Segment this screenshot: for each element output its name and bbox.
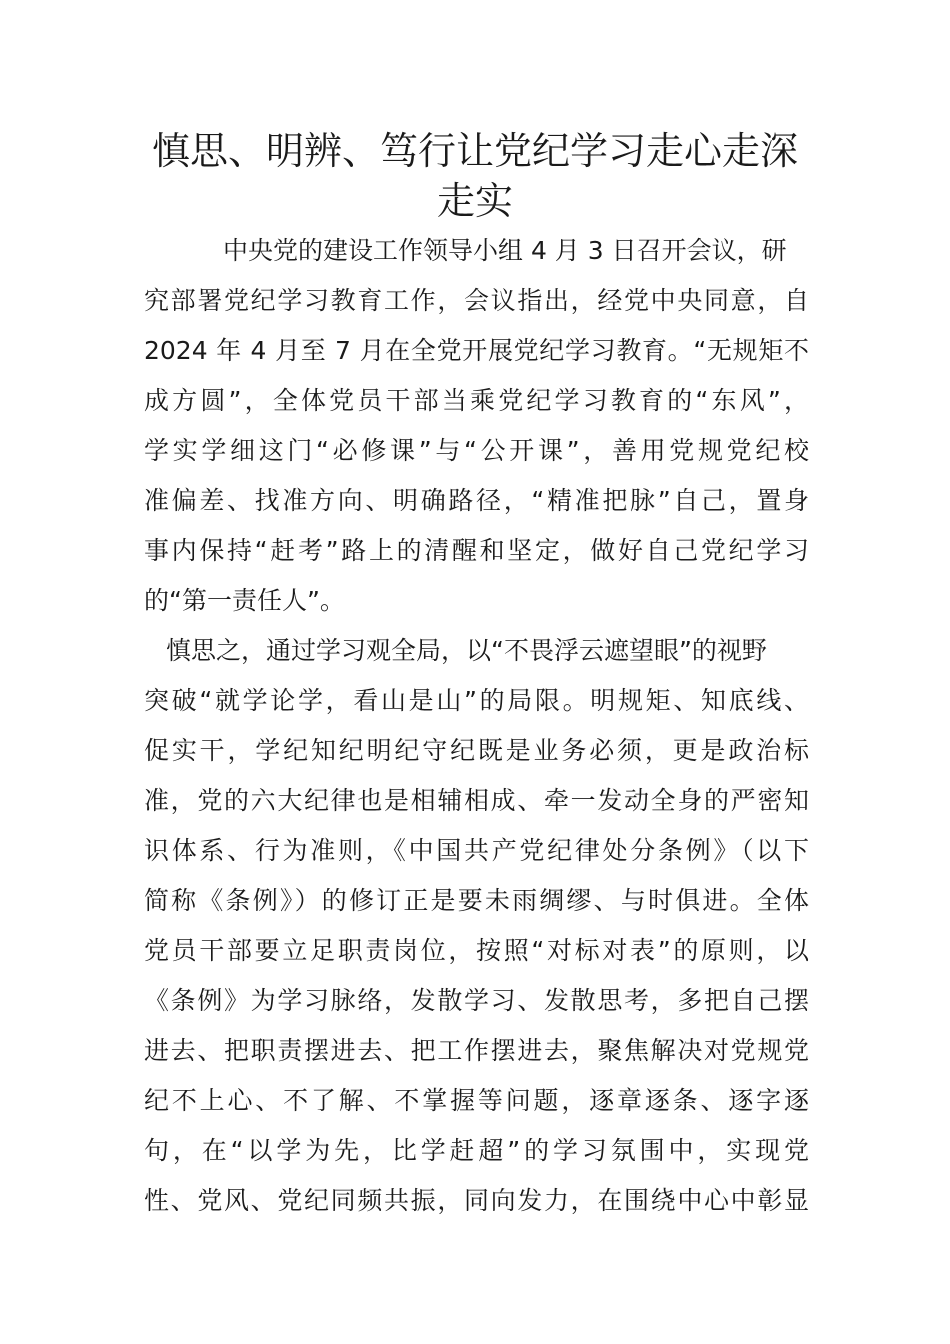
paragraph-2 [144, 626, 809, 1226]
paragraph-1 [144, 226, 809, 626]
paragraph-line: 中央党的建设工作领导小组 4 月 3 日召开会议，研 [223, 236, 787, 265]
paragraph-line: 究部署党纪学习教育工作，会议指出，经党中央同意，自 [144, 286, 809, 315]
paragraph-line: 《条例》为学习脉络，发散学习、发散思考，多把自己摆 [144, 986, 809, 1015]
paragraph-line: 的“第一责任人”。 [144, 586, 345, 615]
document-body [144, 226, 809, 1226]
paragraph-line: 简称《条例》）的修订正是要未雨绸缪、与时俱进。全体 [144, 886, 809, 915]
paragraph-line: 准偏差、找准方向、明确路径，“精准把脉”自己，置身 [144, 486, 809, 515]
paragraph-line: 慎思之，通过学习观全局，以“不畏浮云遮望眼”的视野 [166, 636, 767, 665]
paragraph-line: 党员干部要立足职责岗位，按照“对标对表”的原则，以 [144, 936, 809, 965]
paragraph-line: 促实干，学纪知纪明纪守纪既是业务必须，更是政治标 [144, 736, 809, 765]
paragraph-line: 句，在“以学为先，比学赶超”的学习氛围中，实现党 [144, 1136, 809, 1165]
paragraph-line: 性、党风、党纪同频共振，同向发力，在围绕中心中彰显 [144, 1186, 809, 1215]
paragraph-line: 2024 年 4 月至 7 月在全党开展党纪学习教育。“无规矩不 [144, 336, 809, 365]
paragraph-line: 进去、把职责摆进去、把工作摆进去，聚焦解决对党规党 [144, 1036, 809, 1065]
paragraph-line: 准，党的六大纪律也是相辅相成、牵一发动全身的严密知 [144, 786, 809, 815]
paragraph-line: 事内保持“赶考”路上的清醒和坚定，做好自己党纪学习 [144, 536, 809, 565]
paragraph-line: 成方圆”，全体党员干部当乘党纪学习教育的“东风”， [144, 386, 809, 415]
paragraph-line: 识体系、行为准则，《中国共产党纪律处分条例》（以下 [144, 836, 809, 865]
paragraph-line: 学实学细这门“必修课”与“公开课”，善用党规党纪校 [144, 436, 809, 465]
paragraph-line: 纪不上心、不了解、不掌握等问题，逐章逐条、逐字逐 [144, 1086, 809, 1115]
document-title: 慎思、明辨、笃行让党纪学习走心走深走实 [151, 129, 798, 223]
paragraph-line: 突破“就学论学，看山是山”的局限。明规矩、知底线、 [144, 686, 809, 715]
